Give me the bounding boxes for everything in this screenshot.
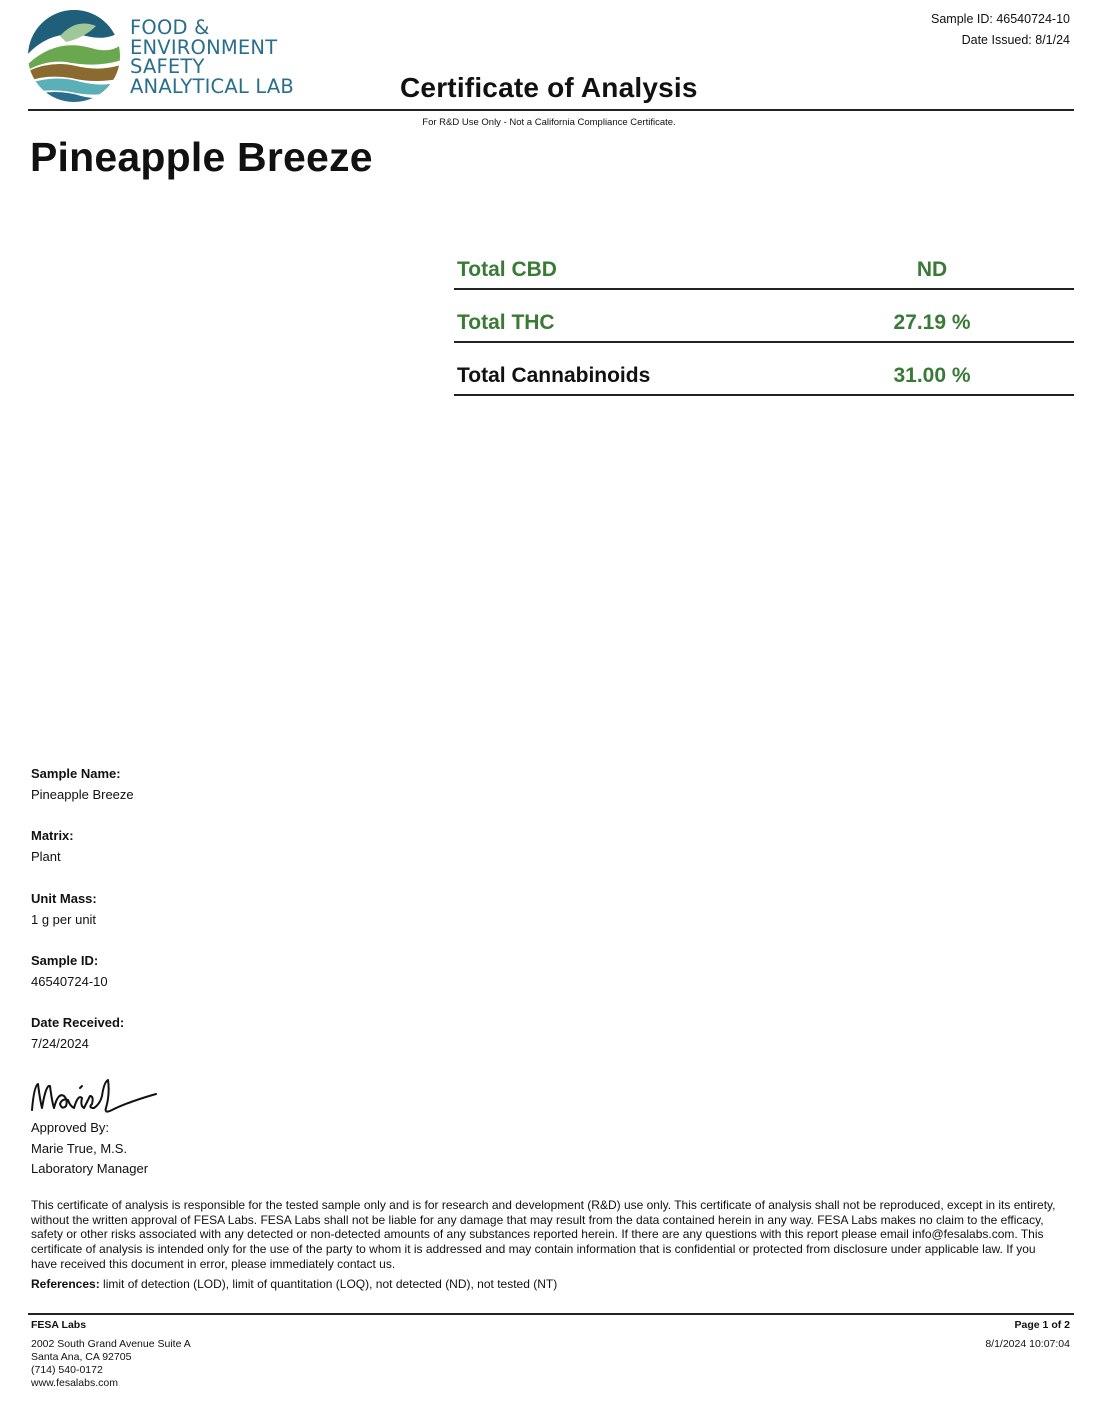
info-label: Sample ID: <box>31 952 99 968</box>
footer-address-2: Santa Ana, CA 92705 <box>31 1351 132 1363</box>
summary-row-total-cannabinoids <box>454 344 1074 396</box>
info-value: Pineapple Breeze <box>31 787 134 802</box>
info-date-received <box>31 1015 431 1077</box>
summary-label: Total Cannabinoids <box>457 364 651 387</box>
footer-divider <box>28 1313 1074 1315</box>
logo-line: ENVIRONMENT <box>130 35 278 59</box>
references-label: References: <box>31 1277 100 1291</box>
info-label: Unit Mass: <box>31 890 97 906</box>
summary-value: 31.00 % <box>893 364 971 387</box>
header-date-issued: Date Issued: 8/1/24 <box>961 33 1070 47</box>
summary-label: Total CBD <box>457 258 557 281</box>
info-value: Plant <box>31 849 61 865</box>
approver-role: Laboratory Manager <box>31 1161 149 1176</box>
info-sample-name <box>31 766 431 828</box>
info-matrix <box>31 828 431 890</box>
footer-company: FESA Labs <box>31 1319 87 1331</box>
lab-logo-text <box>130 18 294 96</box>
lab-logo-icon <box>26 8 124 106</box>
summary-value: ND <box>916 258 948 281</box>
info-value: 46540724-10 <box>31 973 108 989</box>
approved-by-label: Approved By: <box>31 1120 110 1135</box>
footer-phone: (714) 540-0172 <box>31 1364 103 1376</box>
info-label: Matrix: <box>31 828 74 844</box>
footer-timestamp: 8/1/2024 10:07:04 <box>985 1338 1070 1350</box>
info-sample-id <box>31 953 431 1015</box>
references-text: limit of detection (LOD), limit of quantitation (LOQ), not detected (ND), not tested (NT) <box>99 1277 558 1291</box>
logo-line: ANALYTICAL LAB <box>130 74 294 98</box>
approval-block <box>31 1118 148 1180</box>
summary-row-total-cbd <box>454 238 1074 290</box>
sample-info <box>31 766 431 1077</box>
footer-website: www.fesalabs.com <box>31 1377 118 1389</box>
footer-page-info <box>985 1319 1070 1351</box>
info-value: 1 g per unit <box>31 911 97 927</box>
info-label: Sample Name: <box>31 766 121 781</box>
approver-name: Marie True, M.S. <box>31 1140 128 1156</box>
signature-image <box>28 1074 160 1123</box>
rd-use-note: For R&D Use Only - Not a California Compliance Certificate. <box>422 117 676 128</box>
page-number: Page 1 of 2 <box>1014 1319 1070 1331</box>
header-sample-id: Sample ID: 46540724-10 <box>931 12 1070 26</box>
summary-value: 27.19 % <box>893 311 971 334</box>
footer-address-1: 2002 South Grand Avenue Suite A <box>31 1338 191 1350</box>
info-value: 7/24/2024 <box>31 1036 89 1052</box>
header-divider <box>28 109 1074 111</box>
footer-contact <box>31 1319 191 1390</box>
cannabinoid-summary <box>454 238 1074 397</box>
info-unit-mass <box>31 891 431 953</box>
disclaimer-text: This certificate of analysis is responsible for the tested sample only and is for research and development (R&D) use only. This certificate of analysis shall not be reproduced, except in its entirety, without the written approval of FESA Labs. FESA Labs shall not be liable for any damage that may result from the data contained herein in any way. FESA Labs makes no claim to the efficacy, safety or other risks associated with any detected or non-detected amounts of any substances reported herein. If there are any questions with this report please email info@fesalabs.com. This certificate of analysis is intended only for the use of the party to whom it is addressed and may contain information that is confidential or protected from disclosure under applicable law. If you have received this document in error, please immediately contact us. <box>31 1198 1056 1271</box>
document-title: Certificate of Analysis <box>400 72 698 103</box>
references <box>31 1277 557 1291</box>
lab-logo <box>26 8 296 106</box>
logo-line: SAFETY <box>130 55 205 78</box>
summary-label: Total THC <box>457 311 555 334</box>
info-label: Date Received: <box>31 1015 125 1031</box>
product-name: Pineapple Breeze <box>30 134 373 180</box>
logo-line: FOOD & <box>130 16 210 39</box>
summary-row-total-thc <box>454 291 1074 343</box>
